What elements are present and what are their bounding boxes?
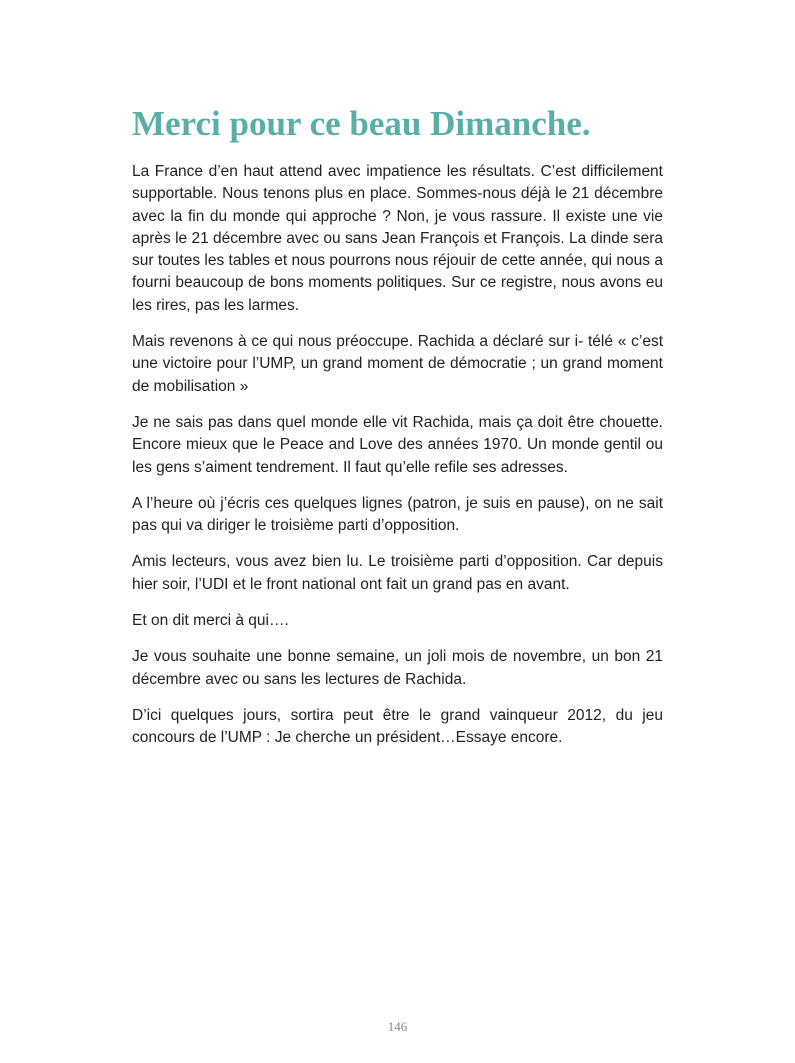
paragraph-7: Je vous souhaite une bonne semaine, un joli mois de novembre, un bon 21 décembre avec ou sans les lectures de Rachida. [132,648,663,688]
paragraph-2: Mais revenons à ce qui nous préoccupe. Rachida a déclaré sur i- télé « c’est une victoire pour l’UMP, un grand moment de démocratie ; un grand moment de mobilisation » [132,333,663,395]
paragraph-8: D’ici quelques jours, sortira peut être le grand vainqueur 2012, du jeu concours de l’UMP : Je cherche un président…Essaye encore. [132,706,663,747]
paragraph-6: Et on dit merci à qui…. [132,612,289,630]
page-number: 146 [387,1019,408,1034]
paragraph-5: Amis lecteurs, vous avez bien lu. Le troisième parti d’opposition. Car depuis hier soir, l’UDI et le front national ont fait un grand pas en avant. [132,553,663,593]
paragraph-4: A l’heure où j’écris ces quelques lignes (patron, je suis en pause), on ne sait pas qui va diriger le troisième parti d’opposition. [132,494,663,535]
paragraph-1: La France d’en haut attend avec impatience les résultats. C’est difficilement supportable. Nous tenons plus en place. Sommes-nous déjà le 21 décembre avec la fin du monde qui approche ? Non, je vous rassure. Il existe une vie après le 21 décembre avec ou sans Jean François et François. La dinde sera sur toutes les tables et nous pourrons nous réjouir de cette année, qui nous a fourni beaucoup de bons moments politiques. Sur ce registre, nous avons eu les rires, pas les larmes. [132,163,663,314]
paragraph-3: Je ne sais pas dans quel monde elle vit Rachida, mais ça doit être chouette. Encore mieux que le Peace and Love des années 1970. Un monde gentil ou les gens s’aiment tendrement. Il faut qu’elle refile ses adresses. [132,413,663,476]
page-title: Merci pour ce beau Dimanche. [132,104,591,143]
article-body [132,161,663,764]
